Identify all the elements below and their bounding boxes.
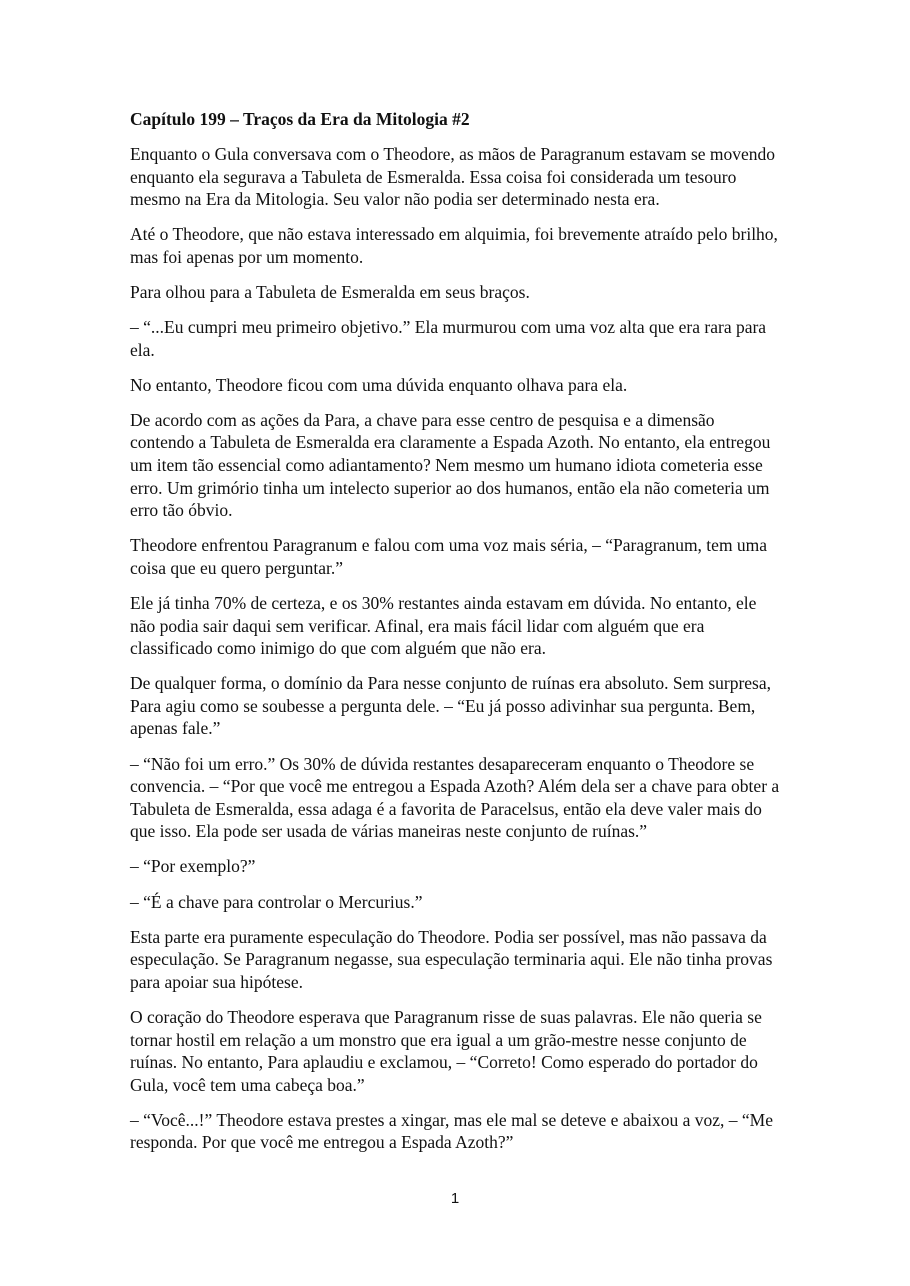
paragraph: Enquanto o Gula conversava com o Theodore, as mãos de Paragranum estavam se movendo enquanto ela segurava a Tabuleta de Esmeralda. Essa coisa foi considerada um tesouro mesmo na Era da Mitologia. Seu valor não podia ser determinado nesta era.	[130, 144, 776, 210]
paragraph: O coração do Theodore esperava que Paragranum risse de suas palavras. Ele não queria se tornar hostil em relação a um monstro que era igual a um grão-mestre nesse conjunto de ruínas. No entanto, Para aplaudiu e exclamou, – “Correto! Como esperado do portador do Gula, você tem uma cabeça boa.”	[130, 1006, 762, 1095]
paragraph: Ele já tinha 70% de certeza, e os 30% restantes ainda estavam em dúvida. No entanto, ele não podia sair daqui sem verificar. Afinal, era mais fácil lidar com alguém que era classificado como inimigo do que com alguém que não era.	[130, 593, 757, 659]
page-number: 1	[450, 1190, 460, 1207]
paragraph: De qualquer forma, o domínio da Para nesse conjunto de ruínas era absoluto. Sem surpresa, Para agiu como se soubesse a pergunta dele. – “Eu já posso adivinhar sua pergunta. Bem, apenas fale.”	[130, 673, 772, 739]
paragraph: Para olhou para a Tabuleta de Esmeralda em seus braços.	[130, 281, 530, 302]
paragraph: Theodore enfrentou Paragranum e falou com uma voz mais séria, – “Paragranum, tem uma coisa que eu quero perguntar.”	[130, 535, 768, 578]
paragraph: – “...Eu cumpri meu primeiro objetivo.” Ela murmurou com uma voz alta que era rara para ela.	[130, 317, 767, 360]
paragraph: De acordo com as ações da Para, a chave para esse centro de pesquisa e a dimensão contendo a Tabuleta de Esmeralda era claramente a Espada Azoth. No entanto, ela entregou um item tão essencial como adiantamento? Nem mesmo um humano idiota cometeria esse erro. Um grimório tinha um intelecto superior ao dos humanos, então ela não cometeria um erro tão óbvio.	[130, 409, 771, 521]
paragraph: No entanto, Theodore ficou com uma dúvida enquanto olhava para ela.	[130, 374, 628, 395]
paragraph: – “É a chave para controlar o Mercurius.”	[130, 891, 423, 912]
paragraph: – “Por exemplo?”	[130, 856, 256, 877]
document-page	[130, 108, 780, 1166]
paragraph: – “Não foi um erro.” Os 30% de dúvida restantes desapareceram enquanto o Theodore se convencia. – “Por que você me entregou a Espada Azoth? Além dela ser a chave para obter a Tabuleta de Esmeralda, essa adaga é a favorita de Paracelsus, então ela deve valer mais do que isso. Ela pode ser usada de várias maneiras neste conjunto de ruínas.”	[130, 753, 780, 842]
paragraph: Até o Theodore, que não estava interessado em alquimia, foi brevemente atraído pelo brilho, mas foi apenas por um momento.	[130, 224, 778, 267]
chapter-title: Capítulo 199 – Traços da Era da Mitologia #2	[130, 109, 470, 129]
paragraph: – “Você...!” Theodore estava prestes a xingar, mas ele mal se deteve e abaixou a voz, – “Me responda. Por que você me entregou a Espada Azoth?”	[130, 1109, 773, 1153]
paragraph: Esta parte era puramente especulação do Theodore. Podia ser possível, mas não passava da especulação. Se Paragranum negasse, sua especulação terminaria aqui. Ele não tinha provas para apoiar sua hipótese.	[130, 926, 773, 992]
